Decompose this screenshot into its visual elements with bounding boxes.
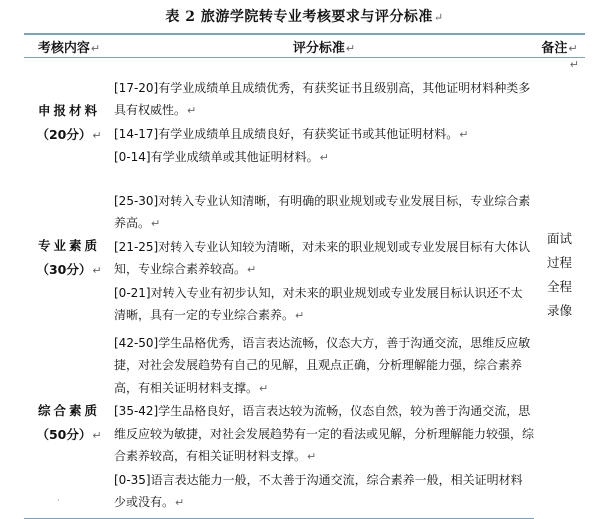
paragraph-mark-icon: ↵ [151, 217, 161, 230]
category-score: （50分） [36, 426, 92, 442]
table-title [0, 6, 609, 26]
paragraph-mark-icon: ↵ [259, 381, 269, 395]
paragraph-mark-icon: ↵ [459, 127, 469, 141]
table-row [24, 329, 585, 519]
paragraph-mark-icon: ↵ [92, 128, 102, 142]
category-score: （30分） [36, 262, 92, 277]
category-cell [24, 58, 114, 189]
trailing-dot: · [57, 496, 60, 505]
criteria-item: [0-21]对转入专业有初步认知，对未来的职业规划或专业发展目标认识还不太清晰，具有一定的专业综合素养。↵ [114, 285, 523, 322]
criteria-cell [114, 58, 534, 189]
paragraph-mark-icon: ↵ [175, 496, 185, 510]
remark-cell [534, 58, 585, 519]
criteria-cell [114, 329, 534, 519]
table-title-text: 表 2 旅游学院转专业考核要求与评分标准 [165, 9, 433, 25]
paragraph-mark-icon: ↵ [92, 428, 102, 442]
paragraph-mark-icon: ↵ [295, 309, 305, 322]
paragraph-mark-icon: ↵ [187, 104, 197, 118]
paragraph-mark-icon: ↵ [319, 151, 329, 165]
category-cell [24, 329, 114, 519]
remark-text: 面试 过程 全程 录像 [546, 231, 572, 318]
criteria-item: [14-17]有学业成绩单且成绩良好，有获奖证书或其他证明材料。↵ [114, 126, 469, 141]
header-remark [534, 34, 585, 58]
criteria-item: [35-42]学生品格良好，语言表达较为流畅，仪态自然，较为善于沟通交流，思维反应较为敏捷，对社会发展趋势有一定的看法或见解，分析理解能力较强，综合素养较高，有相关证明材料支撑。↵ [114, 404, 535, 464]
header-category-label: 考核内容 [37, 40, 90, 56]
category-name: 综合素质 [37, 402, 100, 418]
criteria-item: [0-35]语言表达能力一般，不太善于沟通交流，综合素养一般，相关证明材料少或没有。↵ [114, 472, 523, 510]
header-criteria-label: 评分标准 [292, 40, 345, 56]
table-row [24, 58, 585, 189]
criteria-item: [21-25]对转入专业认知较为清晰，对未来的职业规划或专业发展目标有大体认知，专业综合素养较高。↵ [114, 239, 531, 276]
paragraph-mark-icon: ↵ [307, 450, 317, 464]
criteria-item: [17-20]有学业成绩单且成绩优秀，有获奖证书且级别高，其他证明材料种类多具有权威性。↵ [114, 80, 531, 118]
category-score: （20分） [36, 126, 92, 142]
scoring-table [24, 33, 585, 519]
paragraph-mark-icon: ↵ [247, 263, 257, 276]
criteria-cell [114, 189, 534, 329]
paragraph-mark-icon: ↵ [345, 41, 356, 55]
table-header-row [24, 34, 585, 58]
paragraph-mark-icon: ↵ [433, 11, 444, 24]
paragraph-mark-icon: ↵ [90, 41, 101, 55]
header-category [24, 34, 114, 58]
paragraph-mark-icon: ↵ [568, 41, 578, 55]
criteria-item: [0-14]有学业成绩单或其他证明材料。↵ [114, 150, 329, 165]
paragraph-mark-icon: ↵ [569, 58, 579, 71]
header-criteria [114, 34, 534, 58]
header-remark-label: 备注 [541, 40, 568, 56]
paragraph-mark-icon: ↵ [92, 264, 102, 277]
table-row [24, 189, 585, 329]
category-name: 专业素质 [37, 238, 100, 253]
criteria-item: [25-30]对转入专业认知清晰，有明确的职业规划或专业发展目标，专业综合素养高。↵ [114, 193, 531, 230]
category-name: 申报材料 [37, 102, 100, 118]
criteria-item: [42-50]学生品格优秀，语言表达流畅，仪态大方，善于沟通交流，思维反应敏捷，对社会发展趋势有自己的见解，且观点正确，分析理解能力强，综合素养高，有相关证明材料支撑。↵ [114, 335, 531, 395]
category-cell [24, 189, 114, 329]
